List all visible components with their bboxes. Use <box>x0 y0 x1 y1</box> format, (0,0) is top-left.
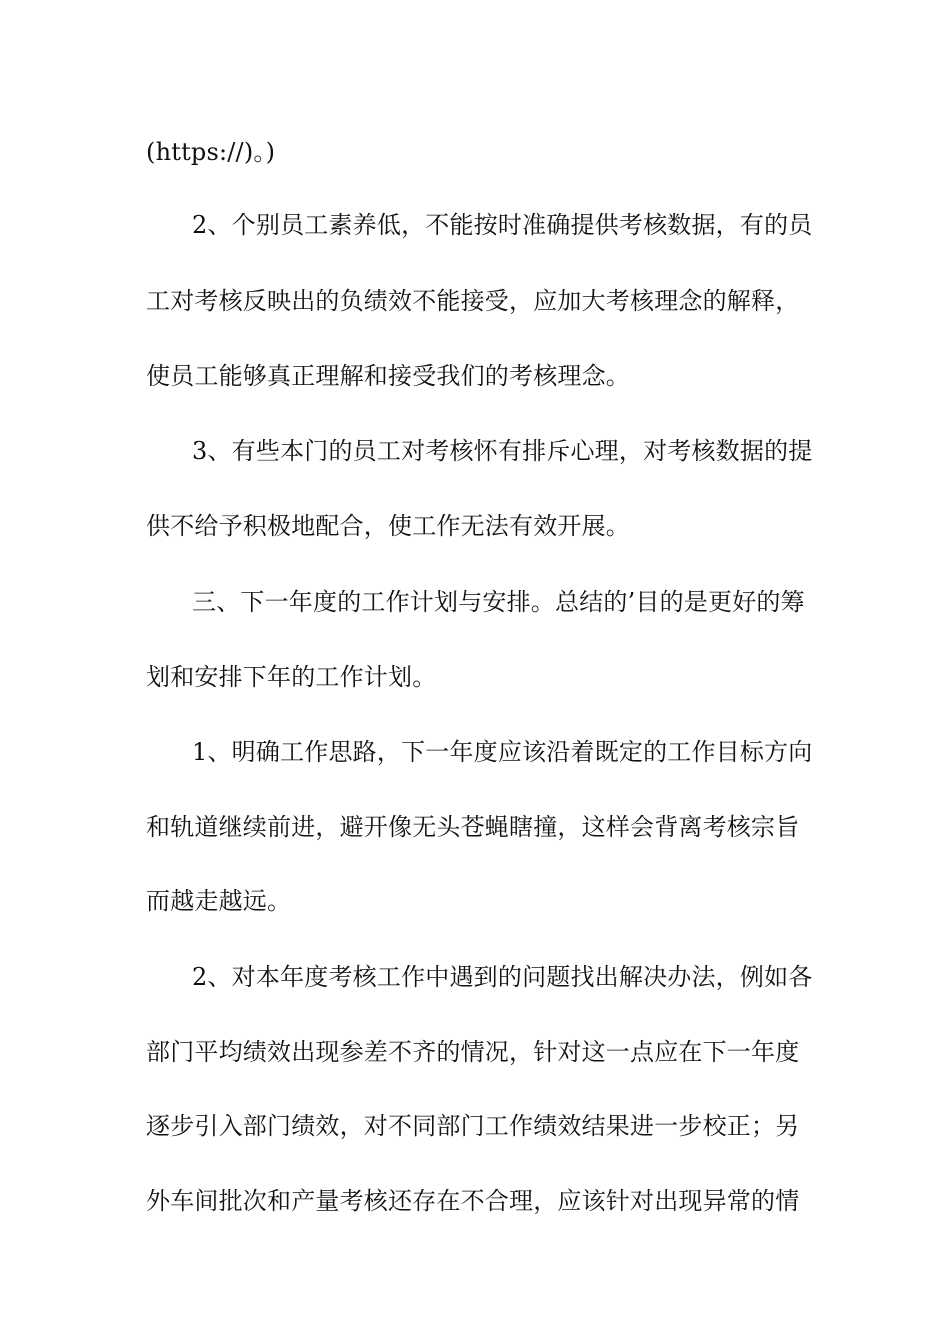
text-line-url-fragment: (https://)。) <box>146 138 276 166</box>
plan-item-1-line-2: 和轨道继续前进，避开像无头苍蝇瞎撞，这样会背离考核宗旨 <box>146 813 800 841</box>
plan-item-2-line-1: 2、对本年度考核工作中遇到的问题找出解决办法，例如各 <box>192 963 813 991</box>
plan-item-2-line-3: 逐步引入部门绩效，对不同部门工作绩效结果进一步校正；另 <box>146 1112 800 1140</box>
plan-item-1-line-3: 而越走越远。 <box>146 887 292 915</box>
section-three-heading-line-2: 划和安排下年的工作计划。 <box>146 663 437 691</box>
plan-item-2-line-4: 外车间批次和产量考核还存在不合理，应该针对出现异常的情 <box>146 1187 800 1215</box>
paragraph-2-line-2: 工对考核反映出的负绩效不能接受，应加大考核理念的解释， <box>146 287 800 315</box>
paragraph-3-line-2: 供不给予积极地配合，使工作无法有效开展。 <box>146 512 630 540</box>
paragraph-2-line-1: 2、个别员工素养低，不能按时准确提供考核数据，有的员 <box>192 211 813 239</box>
section-three-heading-line-1: 三、下一年度的工作计划与安排。总结的’目的是更好的筹 <box>192 588 805 616</box>
plan-item-1-line-1: 1、明确工作思路，下一年度应该沿着既定的工作目标方向 <box>192 738 813 766</box>
plan-item-2-line-2: 部门平均绩效出现参差不齐的情况，针对这一点应在下一年度 <box>146 1038 800 1066</box>
paragraph-3-line-1: 3、有些本门的员工对考核怀有排斥心理，对考核数据的提 <box>192 437 813 465</box>
paragraph-2-line-3: 使员工能够真正理解和接受我们的考核理念。 <box>146 362 630 390</box>
